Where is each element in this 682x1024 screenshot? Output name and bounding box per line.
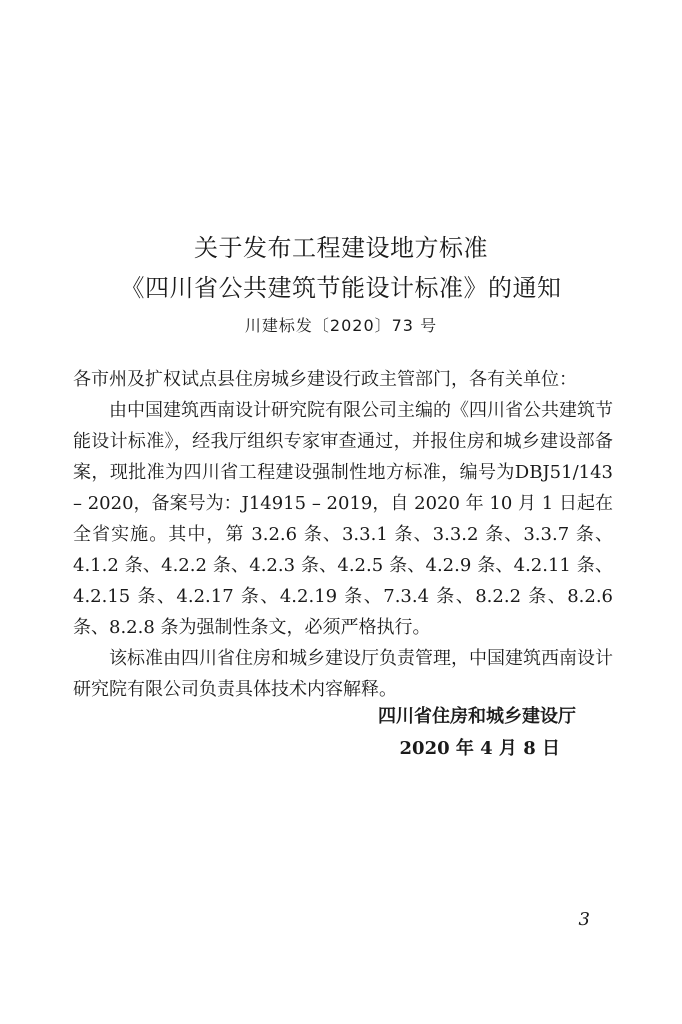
issuing-authority: 四川省住房和城乡建设厅 [378, 706, 576, 727]
document-number: 川建标发〔2020〕73 号 [244, 316, 438, 335]
notice-title-line-1: 关于发布工程建设地方标准 [194, 234, 488, 262]
issue-date: 2020 年 4 月 8 日 [399, 738, 560, 759]
notice-body [73, 364, 613, 705]
page-number: 3 [578, 909, 590, 930]
notice-title-line-2: 《四川省公共建筑节能设计标准》的通知 [120, 274, 562, 302]
salutation: 各市州及扩权试点县住房城乡建设行政主管部门，各有关单位： [73, 369, 577, 390]
body-paragraph-2: 该标准由四川省住房和城乡建设厅负责管理，中国建筑西南设计研究院有限公司负责具体技术内容解释。 [73, 648, 613, 700]
body-paragraph-1: 由中国建筑西南设计研究院有限公司主编的《四川省公共建筑节能设计标准》，经我厅组织专家审查通过，并报住房和城乡建设部备案，现批准为四川省工程建设强制性地方标准，编号为DBJ51/143 – 2020，备案号为：J14915 – 2019，自 2020 年 10 月 1 日起在全省实施。其中，第 3.2.6 条、3.3.1 条、3.3.2 条、3.3.7 条、4.1.2 条、4.2.2 条、4.2.3 条、4.2.5 条、4.2.9 条、4.2.11 条、4.2.15 条、4.2.17 条、4.2.19 条、7.3.4 条、8.2.2 条、8.2.6 条、8.2.8 条为强制性条文，必须严格执行。 [73, 400, 613, 638]
